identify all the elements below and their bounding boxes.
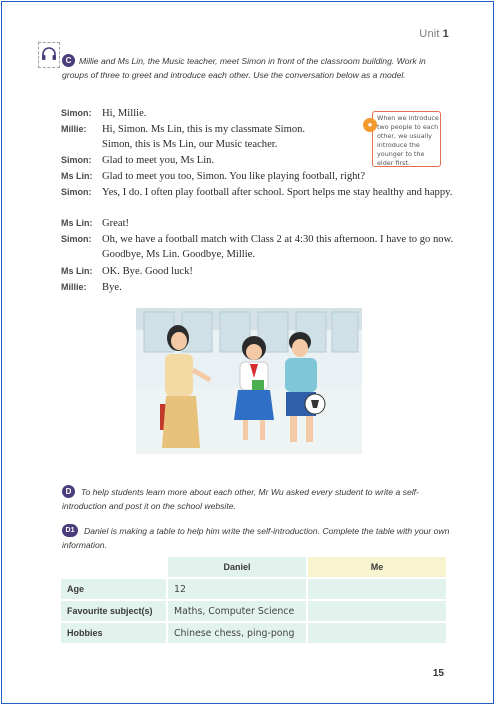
speaker: Millie: bbox=[61, 282, 87, 292]
line-text: Glad to meet you too, Simon. You like playing football, right? bbox=[102, 171, 366, 182]
speaker: Simon: bbox=[61, 155, 92, 165]
header-blank bbox=[61, 557, 168, 579]
headphones-icon bbox=[41, 47, 57, 61]
daniel-cell: Chinese chess, ping-pong bbox=[168, 623, 308, 645]
section-d1-badge: D1 bbox=[62, 524, 78, 537]
section-d1-instruction: Daniel is making a table to help him write the self-introduction. Complete the table with your own information. bbox=[62, 526, 450, 550]
me-cell[interactable] bbox=[308, 623, 448, 645]
self-introduction-table bbox=[61, 557, 448, 645]
section-d-instruction: To help students learn more about each other, Mr Wu asked every student to write a self-introduction and post it on the school website. bbox=[62, 487, 419, 511]
speaker: Ms Lin: bbox=[61, 171, 93, 181]
table-row bbox=[61, 623, 448, 645]
column-header-me: Me bbox=[308, 557, 448, 579]
section-c-badge: C bbox=[62, 54, 75, 67]
row-label: Hobbies bbox=[61, 623, 168, 645]
line-text: Hi, Millie. bbox=[102, 108, 147, 119]
table-row bbox=[61, 601, 448, 623]
lightbulb-icon: ● bbox=[363, 118, 377, 132]
line-text: Oh, we have a football match with Class 2 at 4:30 this afternoon. I have to go now. Goodbye, Ms Lin. Goodbye, Millie. bbox=[102, 234, 454, 260]
line-text: Yes, I do. I often play football after school. Sport helps me stay healthy and happy. bbox=[102, 187, 453, 198]
speaker: Ms Lin: bbox=[61, 266, 93, 276]
section-c-instruction: Millie and Ms Lin, the Music teacher, meet Simon in front of the classroom building. Work in groups of three to greet and introduce each other. Use the conversation below as a model. bbox=[62, 56, 426, 80]
speaker: Simon: bbox=[61, 234, 92, 244]
speaker: Simon: bbox=[61, 187, 92, 197]
row-label: Favourite subject(s) bbox=[61, 601, 168, 623]
speaker: Ms Lin: bbox=[61, 218, 93, 228]
tip-box bbox=[372, 111, 441, 167]
table-header-row bbox=[61, 557, 448, 579]
me-cell[interactable] bbox=[308, 601, 448, 623]
speaker: Simon: bbox=[61, 108, 92, 118]
line-text: Great! bbox=[102, 218, 130, 229]
daniel-cell: 12 bbox=[168, 579, 308, 601]
column-header-daniel: Daniel bbox=[168, 557, 308, 579]
page-number: 15 bbox=[432, 668, 444, 679]
me-cell[interactable] bbox=[308, 579, 448, 601]
row-label: Age bbox=[61, 579, 168, 601]
line-text: Glad to meet you, Ms Lin. bbox=[102, 155, 215, 166]
line-text: Hi, Simon. Ms Lin, this is my classmate Simon. Simon, this is Ms Lin, our Music teacher. bbox=[102, 124, 306, 150]
table-row bbox=[61, 579, 448, 601]
section-d-badge: D bbox=[62, 485, 75, 498]
audio-button[interactable] bbox=[38, 42, 60, 68]
line-text: Bye. bbox=[102, 282, 122, 293]
line-text: OK. Bye. Good luck! bbox=[102, 266, 193, 277]
daniel-cell: Maths, Computer Science bbox=[168, 601, 308, 623]
speaker: Millie: bbox=[61, 124, 87, 134]
tip-text: When we introduce two people to each other, we usually introduce the younger to the elder first. bbox=[377, 114, 439, 167]
unit-label: Unit 1 bbox=[419, 28, 449, 40]
illustration-teacher-and-students bbox=[136, 308, 362, 454]
